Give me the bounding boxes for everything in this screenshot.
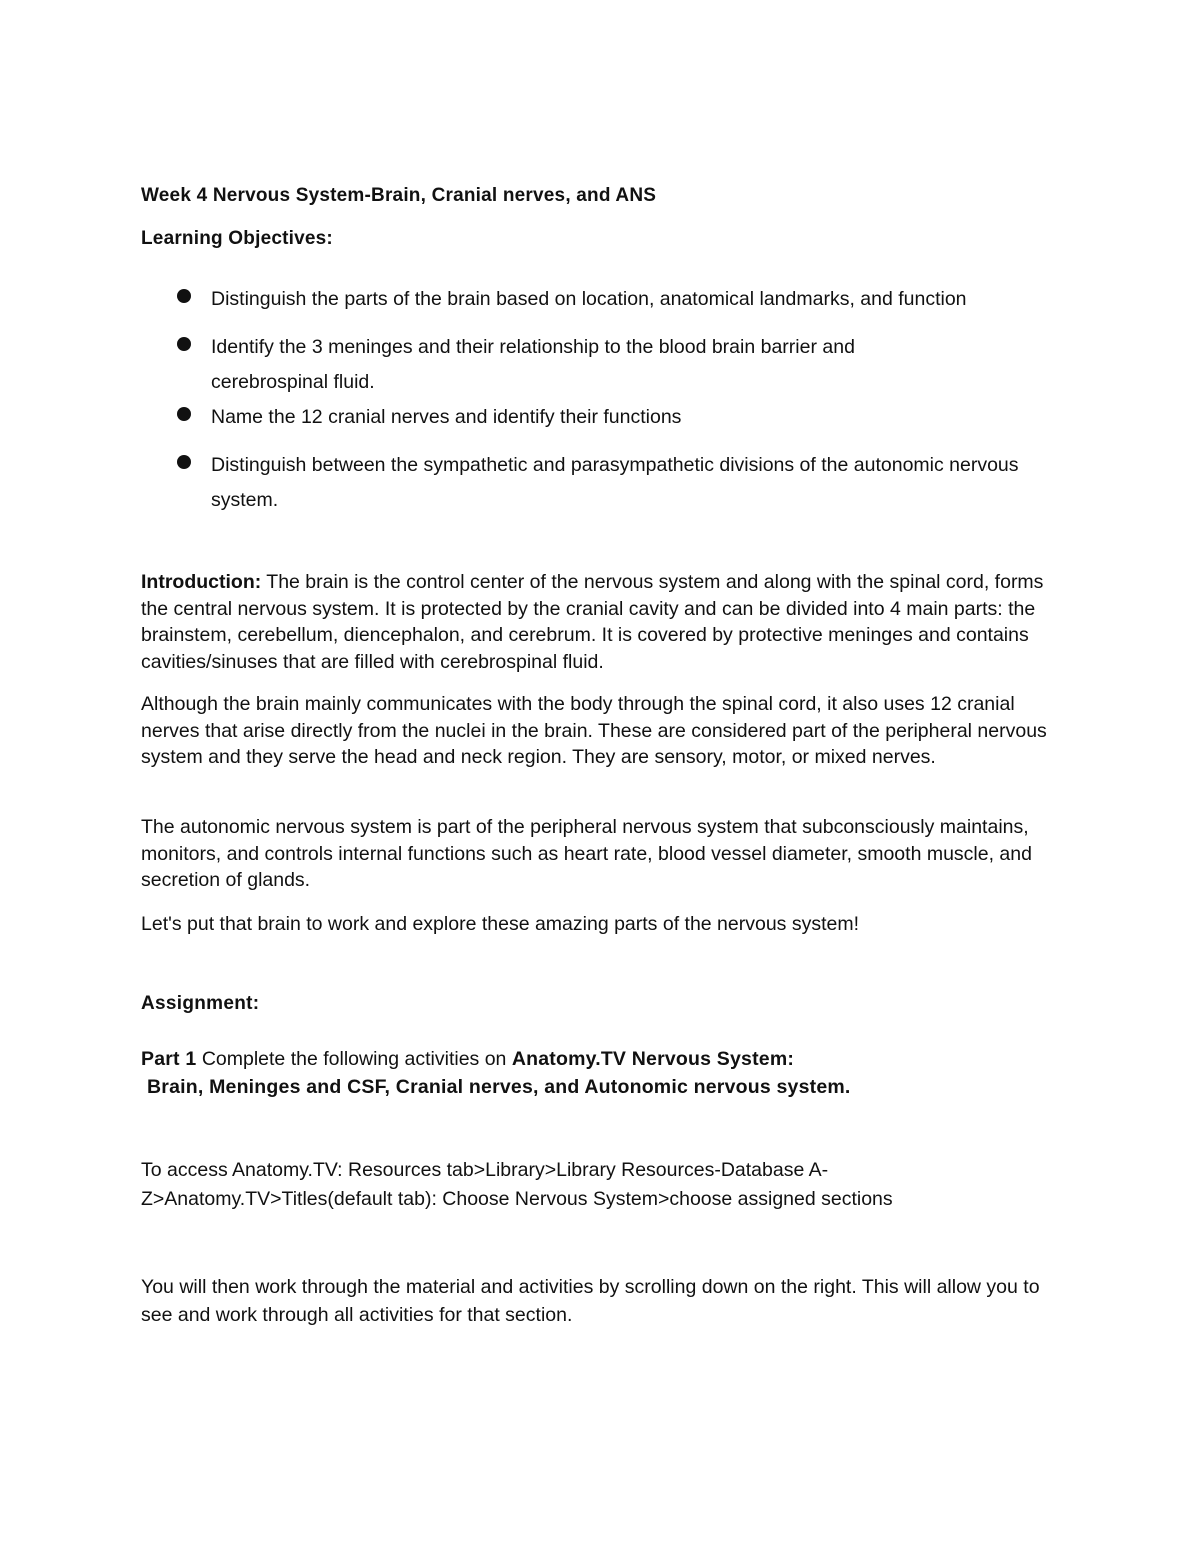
part1-text: Complete the following activities on (196, 1048, 512, 1070)
work-instructions: You will then work through the material and activities by scrolling down on the right. This will allow you to see and work through all activities for that section. (141, 1276, 1040, 1326)
introduction-text: The brain is the control center of the nervous system and along with the spinal cord, forms the central nervous system. It is protected by the cranial cavity and can be divided into 4 main parts: the brainstem, cerebellum, diencephalon, and cerebrum. It is covered by protective meninges and contains cavities/sinuses that are filled with cerebrospinal fluid. (141, 571, 1044, 673)
part1-label: Part 1 (141, 1048, 197, 1070)
part1-resource: Anatomy.TV Nervous System: (511, 1048, 795, 1070)
access-instructions: To access Anatomy.TV: Resources tab>Library>Library Resources-Database A-Z>Anatomy.TV>Titles(default tab): Choose Nervous System>choose assigned sections (141, 1159, 893, 1210)
objective-text: Distinguish between the sympathetic and parasympathetic divisions of the autonomic nervous system. (211, 454, 1019, 511)
objective-text: Distinguish the parts of the brain based on location, anatomical landmarks, and function (211, 288, 967, 310)
objective-text: Identify the 3 meninges and their relationship to the blood brain barrier and cerebrospinal fluid. (211, 336, 855, 393)
bullet-icon (177, 289, 191, 303)
part1-block (141, 1045, 1101, 1101)
bullet-icon (177, 455, 191, 469)
introduction-paragraph (141, 569, 1061, 675)
bullet-icon (177, 337, 191, 351)
objectives-heading: Learning Objectives: (141, 228, 333, 249)
objective-item (175, 400, 1075, 435)
closing-paragraph: Let's put that brain to work and explore these amazing parts of the nervous system! (141, 913, 860, 935)
document-title: Week 4 Nervous System-Brain, Cranial nerves, and ANS (141, 185, 657, 206)
bullet-icon (177, 407, 191, 421)
objective-item (175, 330, 971, 400)
objectives-list (175, 282, 1075, 531)
introduction-label: Introduction: (141, 571, 262, 593)
cranial-nerves-paragraph: Although the brain mainly communicates with the body through the spinal cord, it also uses 12 cranial nerves that arise directly from the nuclei in the brain. These are considered part of the peripheral nervous system and they serve the head and neck region. They are sensory, motor, or mixed nerves. (141, 693, 1047, 768)
objective-item (175, 282, 1075, 317)
assignment-heading: Assignment: (141, 993, 260, 1014)
objective-text: Name the 12 cranial nerves and identify their functions (211, 406, 682, 428)
objective-item (175, 448, 1061, 518)
autonomic-paragraph: The autonomic nervous system is part of the peripheral nervous system that subconsciously maintains, monitors, and controls internal functions such as heart rate, blood vessel diameter, smooth muscle, and secretion of glands. (141, 816, 1032, 891)
part1-sections: Brain, Meninges and CSF, Cranial nerves, and Autonomic nervous system. (147, 1076, 851, 1098)
